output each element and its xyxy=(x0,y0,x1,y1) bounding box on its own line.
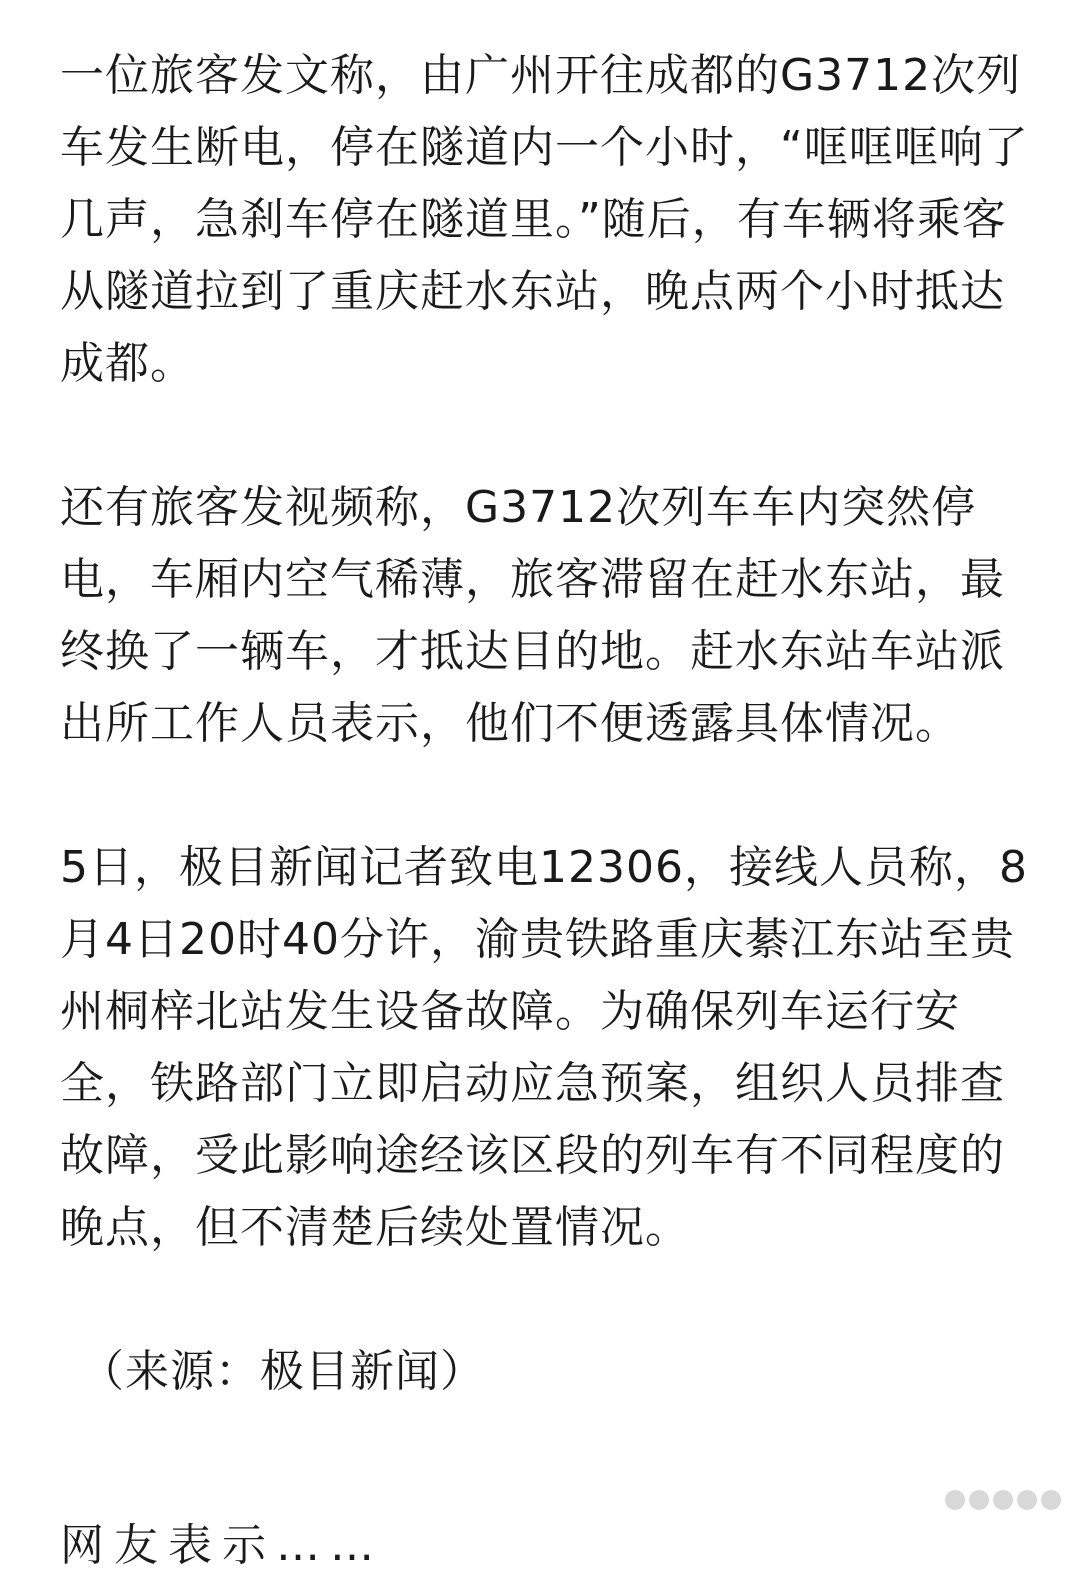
watermark-dot xyxy=(945,1490,965,1510)
article-body xyxy=(60,40,1030,1408)
paragraph-1: 一位旅客发文称，由广州开往成都的G3712次列车发生断电，停在隧道内一个小时，“哐哐哐响了几声，急刹车停在隧道里。”随后，有车辆将乘客从隧道拉到了重庆赶水东站，晚点两个小时抵达成都。 xyxy=(60,50,1029,389)
watermark-dot xyxy=(1041,1490,1061,1510)
source-attribution: （来源：极目新闻） xyxy=(80,1346,485,1397)
watermark-dot xyxy=(1017,1490,1037,1510)
watermark-dot xyxy=(969,1490,989,1510)
paragraph-3: 5日，极目新闻记者致电12306，接线人员称，8月4日20时40分许，渝贵铁路重庆綦江东站至贵州桐梓北站发生设备故障。为确保列车运行安全，铁路部门立即启动应急预案，组织人员排查故障，受此影响途经该区段的列车有不同程度的晚点，但不清楚后续处置情况。 xyxy=(60,842,1028,1253)
dots-watermark-icon xyxy=(945,1490,1061,1510)
watermark-dot xyxy=(993,1490,1013,1510)
paragraph-2: 还有旅客发视频称，G3712次列车车内突然停电，车厢内空气稀薄，旅客滞留在赶水东站，最终换了一辆车，才抵达目的地。赶水东站车站派出所工作人员表示，他们不便透露具体情况。 xyxy=(60,482,1005,749)
cutoff-text: 网友表示…… xyxy=(60,1520,384,1571)
